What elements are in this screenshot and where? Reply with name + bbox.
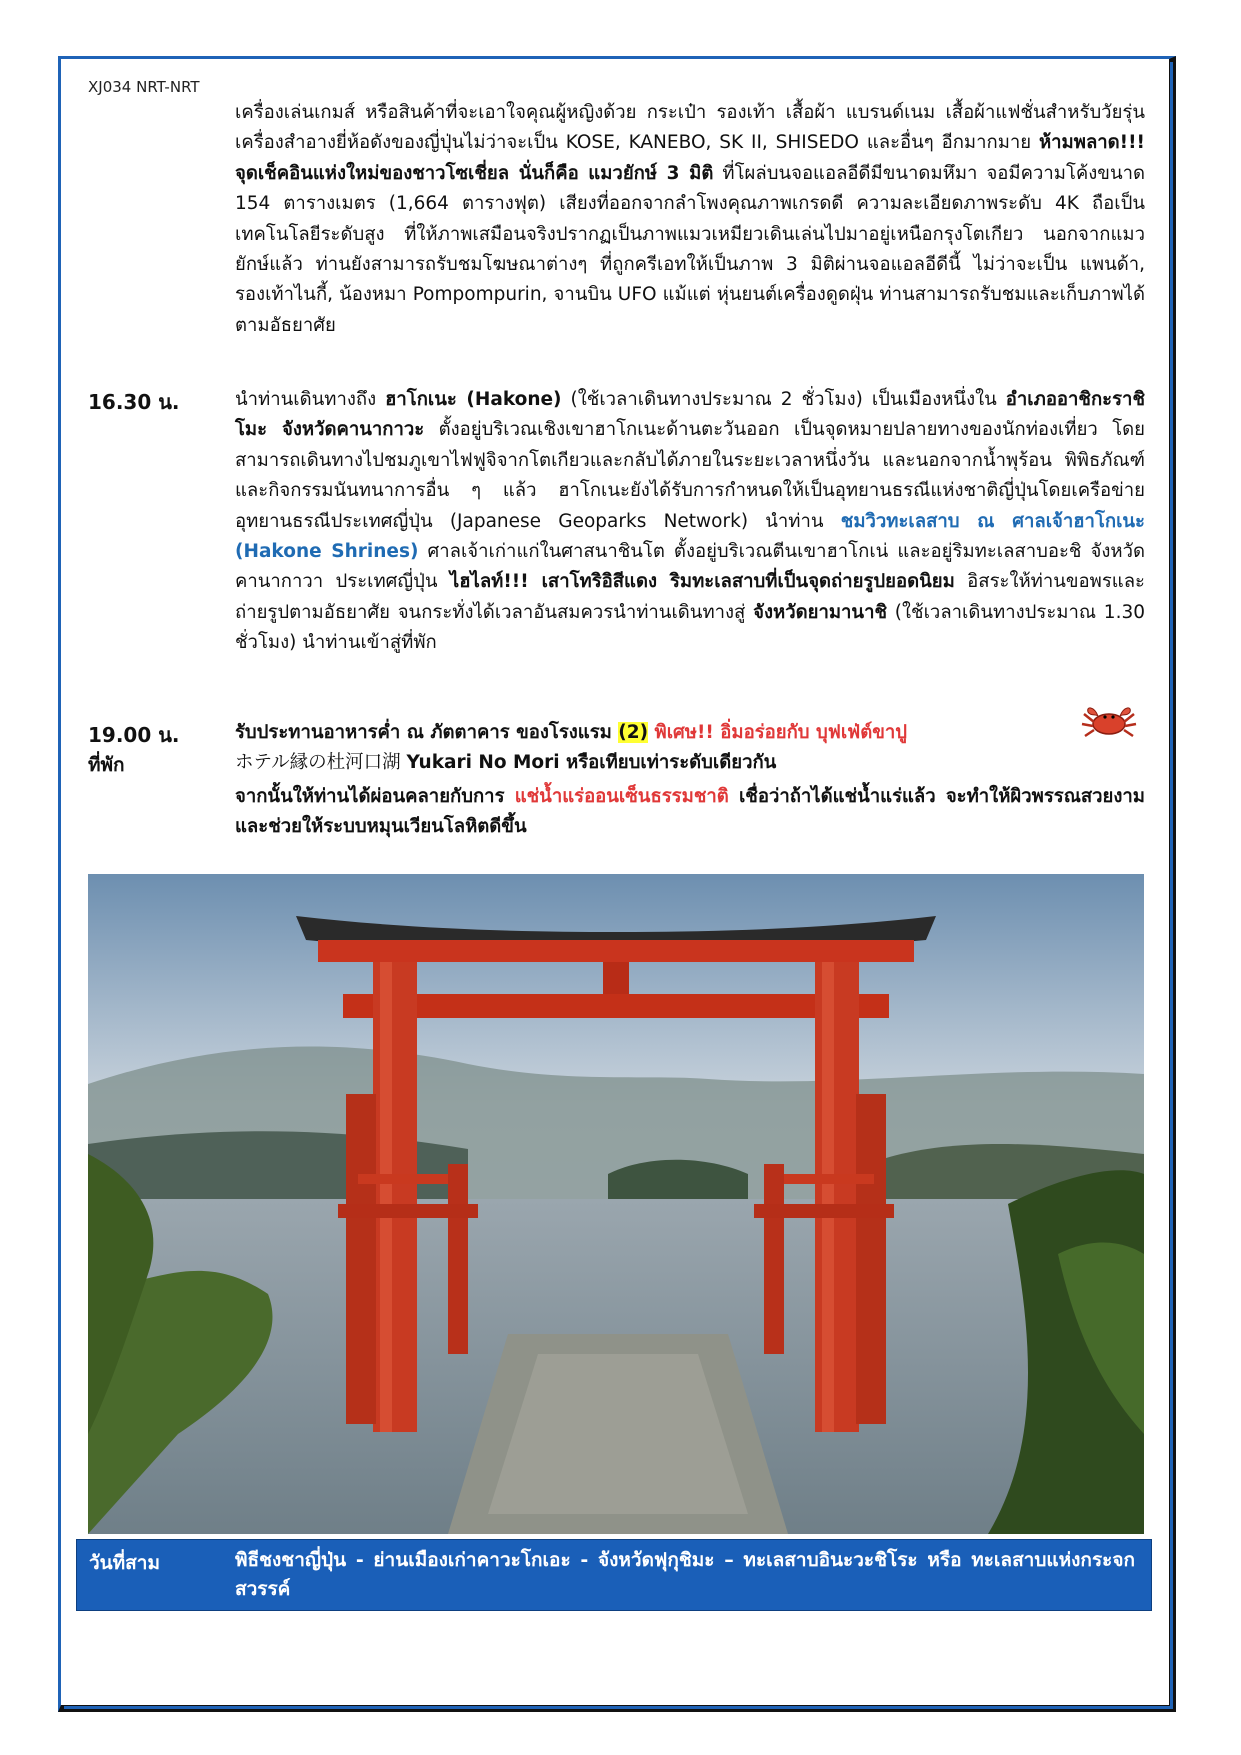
intro-paragraph: เครื่องเล่นเกมส์ หรือสินค้าที่จะเอาใจคุณผู้หญิงด้วย กระเป๋า รองเท้า เสื้อผ้า แบรนด์เนม เสื้อผ้าแฟชั่นสำหรับวัยรุ่น เครื่องสำอางยี่ห้อดังของญี่ปุ่นไม่ว่าจะเป็น KOSE, KANEBO, SK II, SHISEDO และอื่นๆ อีกมากมาย ห้ามพลาด!!! จุดเช็คอินแห่งใหม่ของชาวโซเชี่ยล นั่นก็คือ แมวยักษ์ 3 มิติ ที่โผล่บนจอแอลอีดีมีขนาดมหึมา จอมีความโค้งขนาด 154 ตารางเมตร (1,664 ตารางฟุต) เสียงที่ออกจากลำโพงคุณภาพเกรดดี ความละเอียดภาพระดับ 4K ถือเป็นเทคโนโลยีระดับสูง ที่ให้ภาพเสมือนจริงปรากฏเป็นภาพแมวเหมียวเดินเล่นไปมาอยู่เหนือกรุงโตเกียว นอกจากแมวยักษ์แล้ว ท่านยังสามารถรับชมโฆษณาต่างๆ ที่ถูกครีเอทให้เป็นภาพ 3 มิติผ่านจอแอลอีดีนี้ ไม่ว่าจะเป็น แพนด้า, รองเท้าไนกี้, น้องหมา Pompompurin, จานบิน UFO แม้แต่ หุ่นยนต์เครื่องดูดฝุ่น ท่านสามารถรับชมและเก็บภาพได้ตามอัธยาศัย: [235, 102, 1145, 336]
time-1900: 19.00 น.: [88, 723, 180, 747]
time-1630: 16.30 น.: [88, 390, 180, 414]
dinner-line: รับประทานอาหารค่ำ ณ ภัตตาคาร ของโรงแรม (2) พิเศษ!! อิ่มอร่อยกับ บุฟเฟ่ต์ขาปู: [235, 722, 908, 743]
hotel-line: ホテル縁の杜河口湖 Yukari No Mori หรือเทียบเท่าระดับเดียวกัน: [235, 752, 777, 773]
onsen-paragraph: จากนั้นให้ท่านได้ผ่อนคลายกับการ แช่น้ำแร่ออนเซ็นธรรมชาติ เชื่อว่าถ้าได้แช่น้ำแร่แล้ว จะทำให้ผิวพรรณสวยงามและช่วยให้ระบบหมุนเวียนโลหิตดีขึ้น: [235, 786, 1146, 838]
hakone-paragraph: นำท่านเดินทางถึง ฮาโกเนะ (Hakone) (ใช้เวลาเดินทางประมาณ 2 ชั่วโมง) เป็นเมืองหนึ่งใน อำเภออาชิกะราชิโมะ จังหวัดคานากาวะ ตั้งอยู่บริเวณเชิงเขาฮาโกเนะด้านตะวันออก เป็นจุดหมายปลายทางของนักท่องเที่ยว โดยสามารถเดินทางไปชมภูเขาไฟฟูจิจากโตเกียวและกลับได้ภายในระยะเวลาหนึ่งวัน และนอกจากน้ำพุร้อน พิพิธภัณฑ์ และกิจกรรมนันทนาการอื่น ๆ แล้ว ฮาโกเนะยังได้รับการกำหนดให้เป็นอุทยานธรณีแห่งชาติญี่ปุ่นโดยเครือข่ายอุทยานธรณีประเทศญี่ปุ่น (Japanese Geoparks Network) นำท่าน ชมวิวทะเลสาบ ณ ศาลเจ้าฮาโกเนะ (Hakone Shrines) ศาลเจ้าเก่าแก่ในศาสนาชินโต ตั้งอยู่บริเวณตีนเขาฮาโกเน่ และอยู่ริมทะเลสาบอะชิ จังหวัดคานากาวา ประเทศญี่ปุ่น ไฮไลท์!!! เสาโทริอิสีแดง ริมทะเลสาบที่เป็นจุดถ่ายรูปยอดนิยม อิสระให้ท่านขอพรและถ่ายรูปตามอัธยาศัย จนกระทั่งได้เวลาอันสมควรนำท่านเดินทางสู่ จังหวัดยามานาชิ (ใช้เวลาเดินทางประมาณ 1.30 ชั่วโมง) นำท่านเข้าสู่ที่พัก: [235, 389, 1145, 654]
day-three-bar: [76, 1539, 1152, 1611]
crab-icon: [1080, 700, 1138, 740]
tour-code: XJ034 NRT-NRT: [88, 78, 200, 96]
day-title: พิธีชงชาญี่ปุ่น - ย่านเมืองเก่าคาวะโกเอะ - จังหวัดฟุกุชิมะ – ทะเลสาบอินะวะชิโระ หรือ ทะเลสาบแห่งกระจกสวรรค์: [235, 1549, 1135, 1600]
day-label: วันที่สาม: [89, 1552, 160, 1574]
torii-photo: [88, 874, 1144, 1534]
stay-label: ที่พัก: [88, 754, 125, 776]
